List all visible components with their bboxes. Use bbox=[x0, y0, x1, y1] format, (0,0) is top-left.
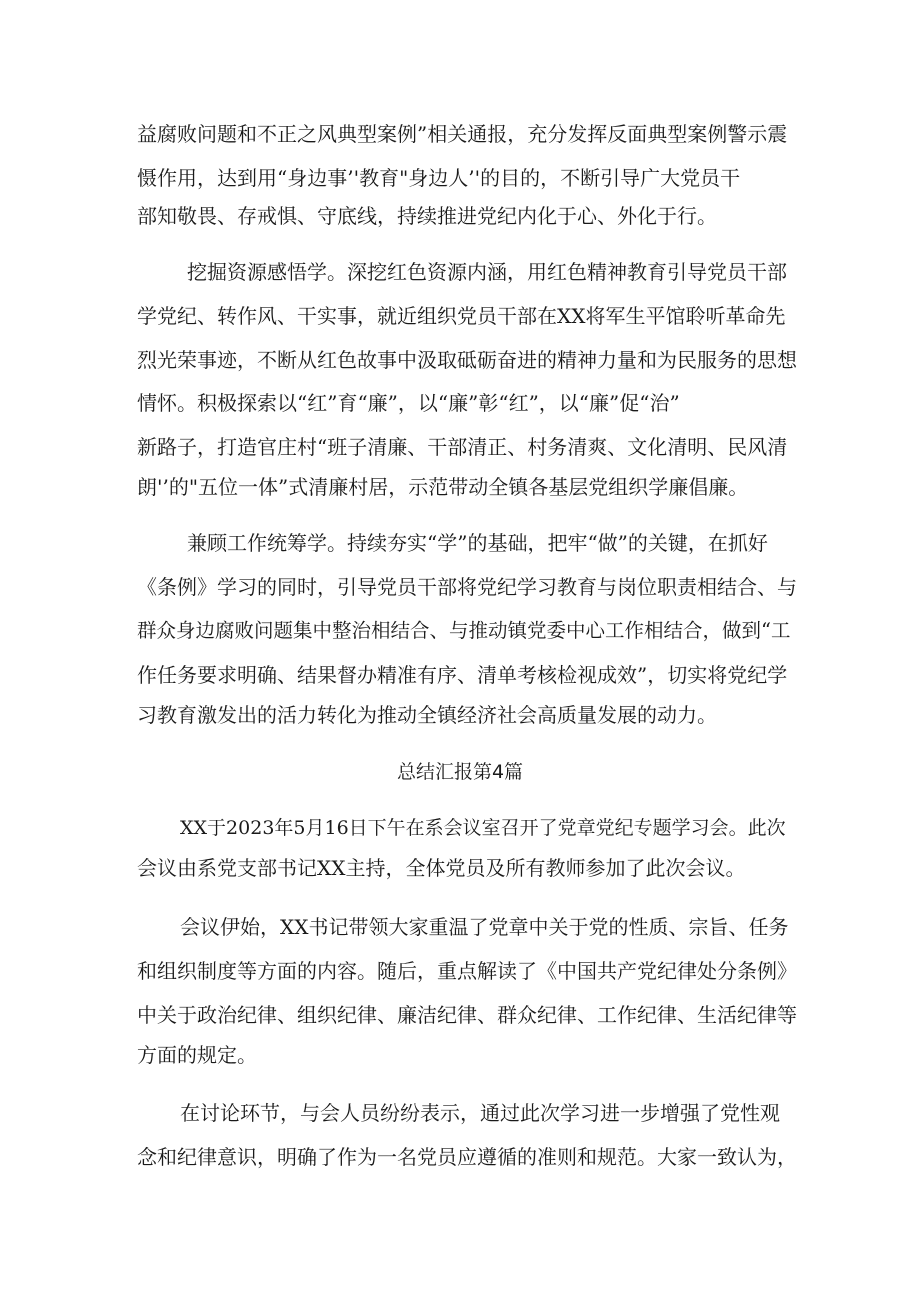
paragraph-5-line-4: 方面的规定。 bbox=[137, 1043, 257, 1067]
paragraph-3-line-2: 《条例》学习的同时，引导党员干部将党纪学习教育与岗位职责相结合、与 bbox=[137, 575, 797, 599]
paragraph-1-line-1: 益腐败问题和不正之风典型案例”相关通报，充分发挥反面典型案例警示震 bbox=[137, 122, 788, 146]
paragraph-5-line-3: 中关于政治纪律、组织纪律、廉洁纪律、群众纪律、工作纪律、生活纪律等 bbox=[137, 1003, 797, 1027]
paragraph-3-line-3: 群众身边腐败问题集中整治相结合、与推动镇党委中心工作相结合，做到“工 bbox=[137, 619, 791, 642]
paragraph-3-line-1: 兼顾工作统筹学。持续夯实“学”的基础，把牢“做”的关键，在抓好 bbox=[187, 531, 768, 555]
paragraph-1-line-3: 部知敬畏、存戒惧、守底线，持续推进党纪内化于心、外化于行。 bbox=[137, 204, 717, 228]
paragraph-2-line-5: 新路子，打造官庄村“班子清廉、干部清正、村务清爽、文化清明、民风清 bbox=[137, 435, 788, 459]
paragraph-2-line-1: 挖掘资源感悟学。深挖红色资源内涵，用红色精神教育引导党员干部 bbox=[187, 260, 787, 284]
paragraph-6-line-2: 念和纪律意识，明确了作为一名党员应遵循的准则和规范。大家一致认为， bbox=[137, 1145, 797, 1169]
paragraph-6-line-1: 在讨论环节，与会人员纷纷表示，通过此次学习进一步增强了党性观 bbox=[180, 1101, 780, 1125]
paragraph-2-line-4: 情怀。积极探索以“红”育“廉”，以“廉”彰“红”，以“廉”促“治” bbox=[137, 391, 680, 415]
paragraph-5-line-1: 会议伊始，XX书记带领大家重温了党章中关于党的性质、宗旨、任务 bbox=[180, 915, 789, 939]
section-title: 总结汇报第4篇 bbox=[396, 761, 524, 783]
paragraph-3-line-4: 作任务要求明确、结果督办精准有序、清单考核检视成效”，切实将党纪学 bbox=[137, 663, 788, 687]
paragraph-2-line-6: 朗'’的"五位一体”式清廉村居，示范带动全镇各基层党组织学廉倡廉。 bbox=[137, 475, 749, 499]
paragraph-4-line-1: XX于2023年5月16日下午在系会议室召开了党章党纪专题学习会。此次 bbox=[180, 817, 786, 839]
paragraph-4-line-2: 会议由系党支部书记XX主持，全体党员及所有教师参加了此次会议。 bbox=[137, 856, 746, 880]
paragraph-5-line-2: 和组织制度等方面的内容。随后，重点解读了《中国共产党纪律处分条例》 bbox=[137, 959, 797, 983]
paragraph-2-line-2: 学党纪、转作风、干实事，就近组织党员干部在XX将军生平馆聆听革命先 bbox=[137, 304, 786, 328]
paragraph-3-line-5: 习教育激发出的活力转化为推动全镇经济社会高质量发展的动力。 bbox=[137, 703, 717, 727]
paragraph-2-line-3: 烈光荣事迹，不断从红色故事中汲取砥砺奋进的精神力量和为民服务的思想 bbox=[137, 348, 797, 372]
paragraph-1-line-2: 慑作用，达到用“身边事’'教育"身边人’'的目的，不断引导广大党员干 bbox=[137, 166, 741, 190]
